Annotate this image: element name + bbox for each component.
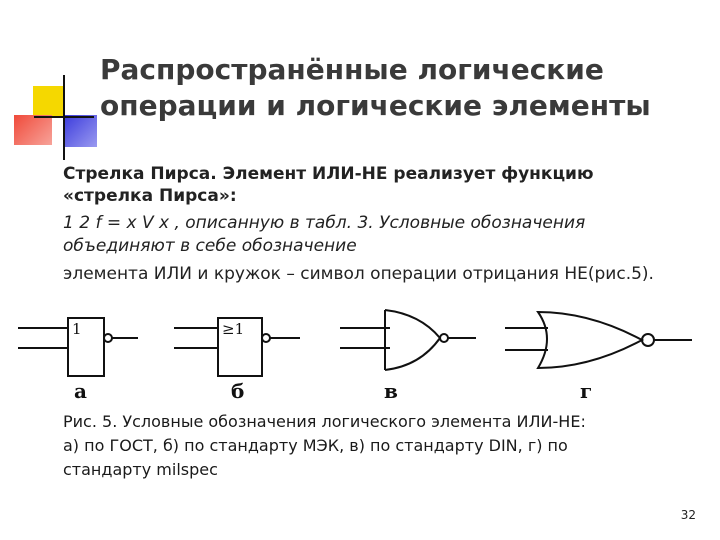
title-line-2: операции и логические элементы (100, 89, 651, 122)
page-number: 32 (680, 508, 696, 522)
caption-line-2: а) по ГОСТ, б) по стандарту МЭК, в) по стандарту DIN, г) по (63, 436, 568, 455)
gate-a-symbol: 1 (72, 320, 82, 338)
caption-line-1: Рис. 5. Условные обозначения логического элемента ИЛИ-НЕ: (63, 412, 586, 431)
intro-bold-line-1: Стрелка Пирса. Элемент ИЛИ-НЕ реализует функцию (63, 164, 594, 184)
caption-line-3: стандарту milspec (63, 460, 218, 479)
gate-c-din (340, 310, 476, 370)
intro-italic-line-2: объединяют в себе обозначение (63, 236, 357, 256)
decor-yellow-square (33, 86, 63, 116)
gate-a-label: а (74, 379, 87, 403)
gate-d-milspec (505, 312, 692, 368)
decor-horizontal-line (34, 116, 94, 118)
intro-bold-line-2: «стрелка Пирса»: (63, 186, 237, 206)
title-line-1: Распространённые логические (100, 53, 604, 86)
gate-d-label: г (580, 379, 593, 403)
decor-red-square (14, 115, 52, 145)
intro-formula-line: 1 2 f = x V x , описанную в табл. 3. Условные обозначения (63, 213, 586, 233)
intro-plain-line: элемента ИЛИ и кружок – символ операции отрицания НЕ(рис.5). (63, 264, 654, 284)
slide-title (100, 52, 700, 124)
gate-b-symbol: ≥1 (222, 320, 245, 338)
gate-c-label: в (384, 379, 398, 403)
logic-gates-figure (0, 300, 720, 410)
gate-b-label: б (231, 379, 245, 403)
decor-blue-square (63, 115, 97, 147)
